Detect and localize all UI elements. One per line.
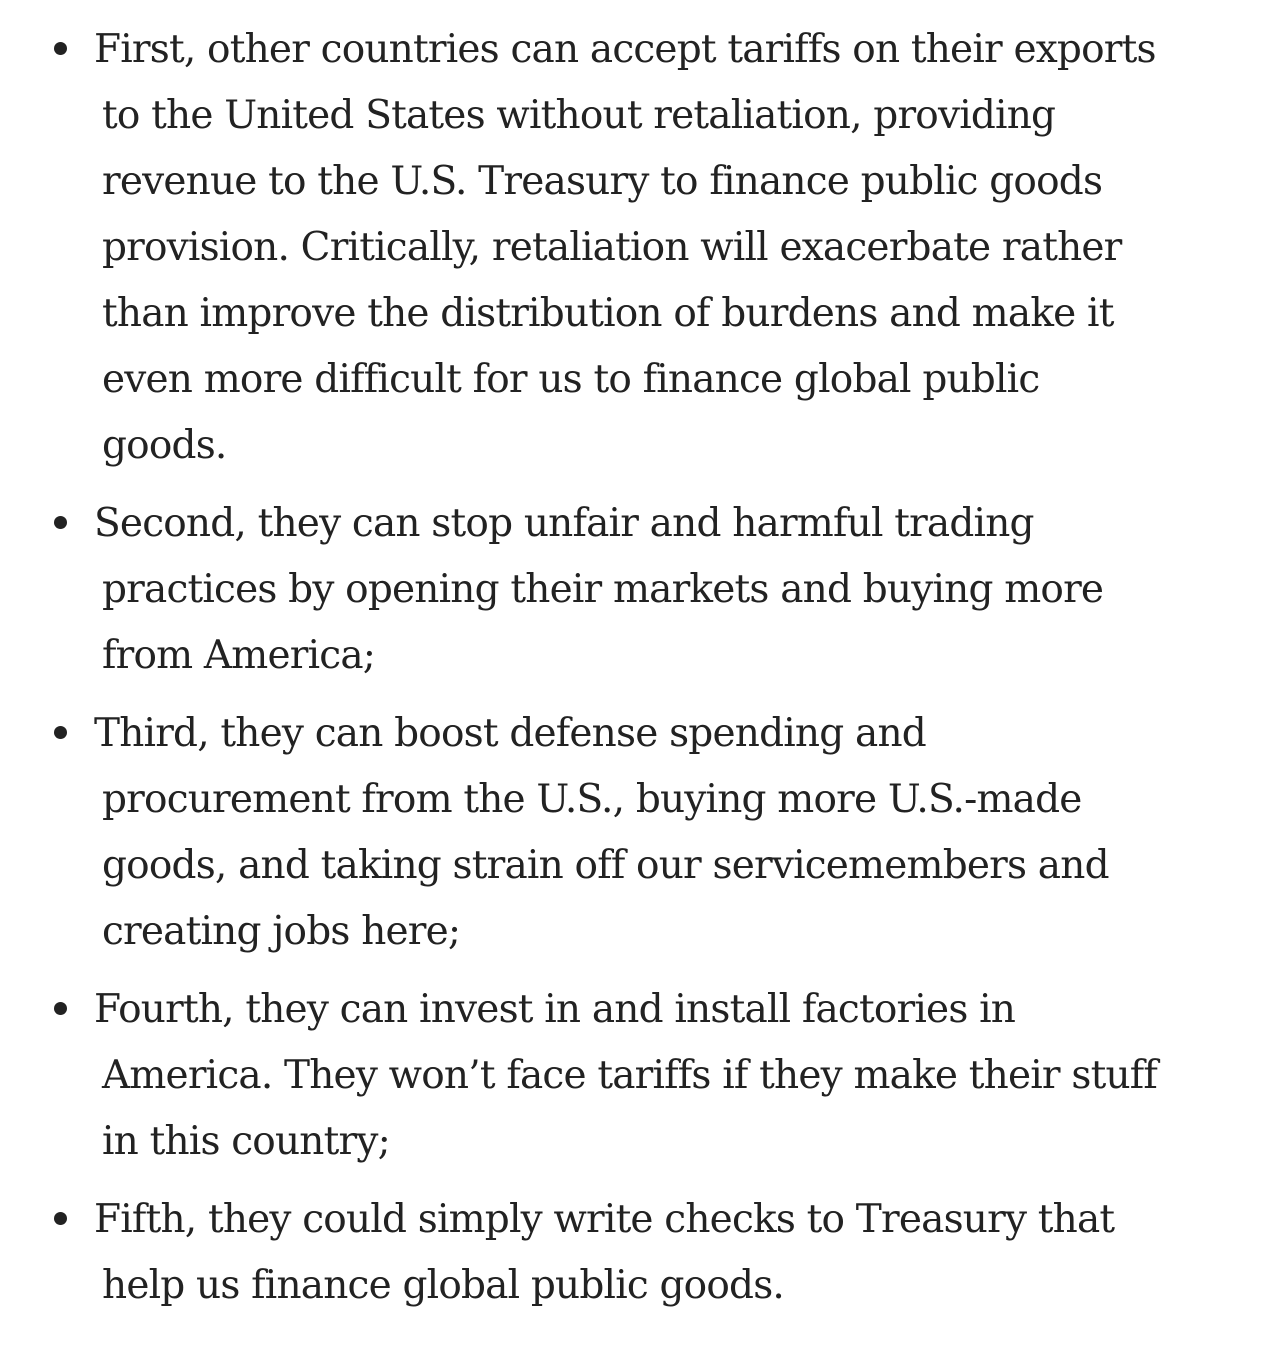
bullet-icon — [54, 1002, 67, 1015]
bullet-icon — [54, 726, 67, 739]
list-item-line: practices by opening their markets and buying more — [102, 567, 1104, 612]
list-item-line: to the United States without retaliation, providing — [102, 93, 1056, 138]
list-item-line: even more difficult for us to finance global public — [102, 357, 1040, 402]
list-item-line: Fifth, they could simply write checks to Treasury that — [94, 1197, 1115, 1242]
list-item-line: provision. Critically, retaliation will exacerbate rather — [102, 225, 1122, 270]
list-item-line: in this country; — [102, 1119, 390, 1164]
list-item-line: Second, they can stop unfair and harmful trading — [94, 501, 1034, 546]
list-item-line: than improve the distribution of burdens and make it — [102, 291, 1114, 336]
list-item-line: goods. — [102, 423, 227, 468]
list-item-line: help us finance global public goods. — [102, 1263, 785, 1308]
list-item-line: goods, and taking strain off our servicemembers and — [102, 843, 1109, 888]
list-item-line: America. They won’t face tariffs if they make their stuff — [102, 1053, 1158, 1098]
bullet-icon — [54, 516, 67, 529]
list-item-line: Fourth, they can invest in and install factories in — [94, 987, 1016, 1032]
list-item-line: First, other countries can accept tariffs on their exports — [94, 27, 1156, 72]
bullet-icon — [54, 1212, 67, 1225]
list-item-line: revenue to the U.S. Treasury to finance public goods — [102, 159, 1103, 204]
list-item-line: Third, they can boost defense spending and — [94, 711, 926, 756]
bullet-icon — [54, 42, 67, 55]
list-item-line: from America; — [102, 633, 376, 678]
list-item-line: creating jobs here; — [102, 909, 461, 954]
list-item-line: procurement from the U.S., buying more U.S.-made — [102, 777, 1082, 822]
